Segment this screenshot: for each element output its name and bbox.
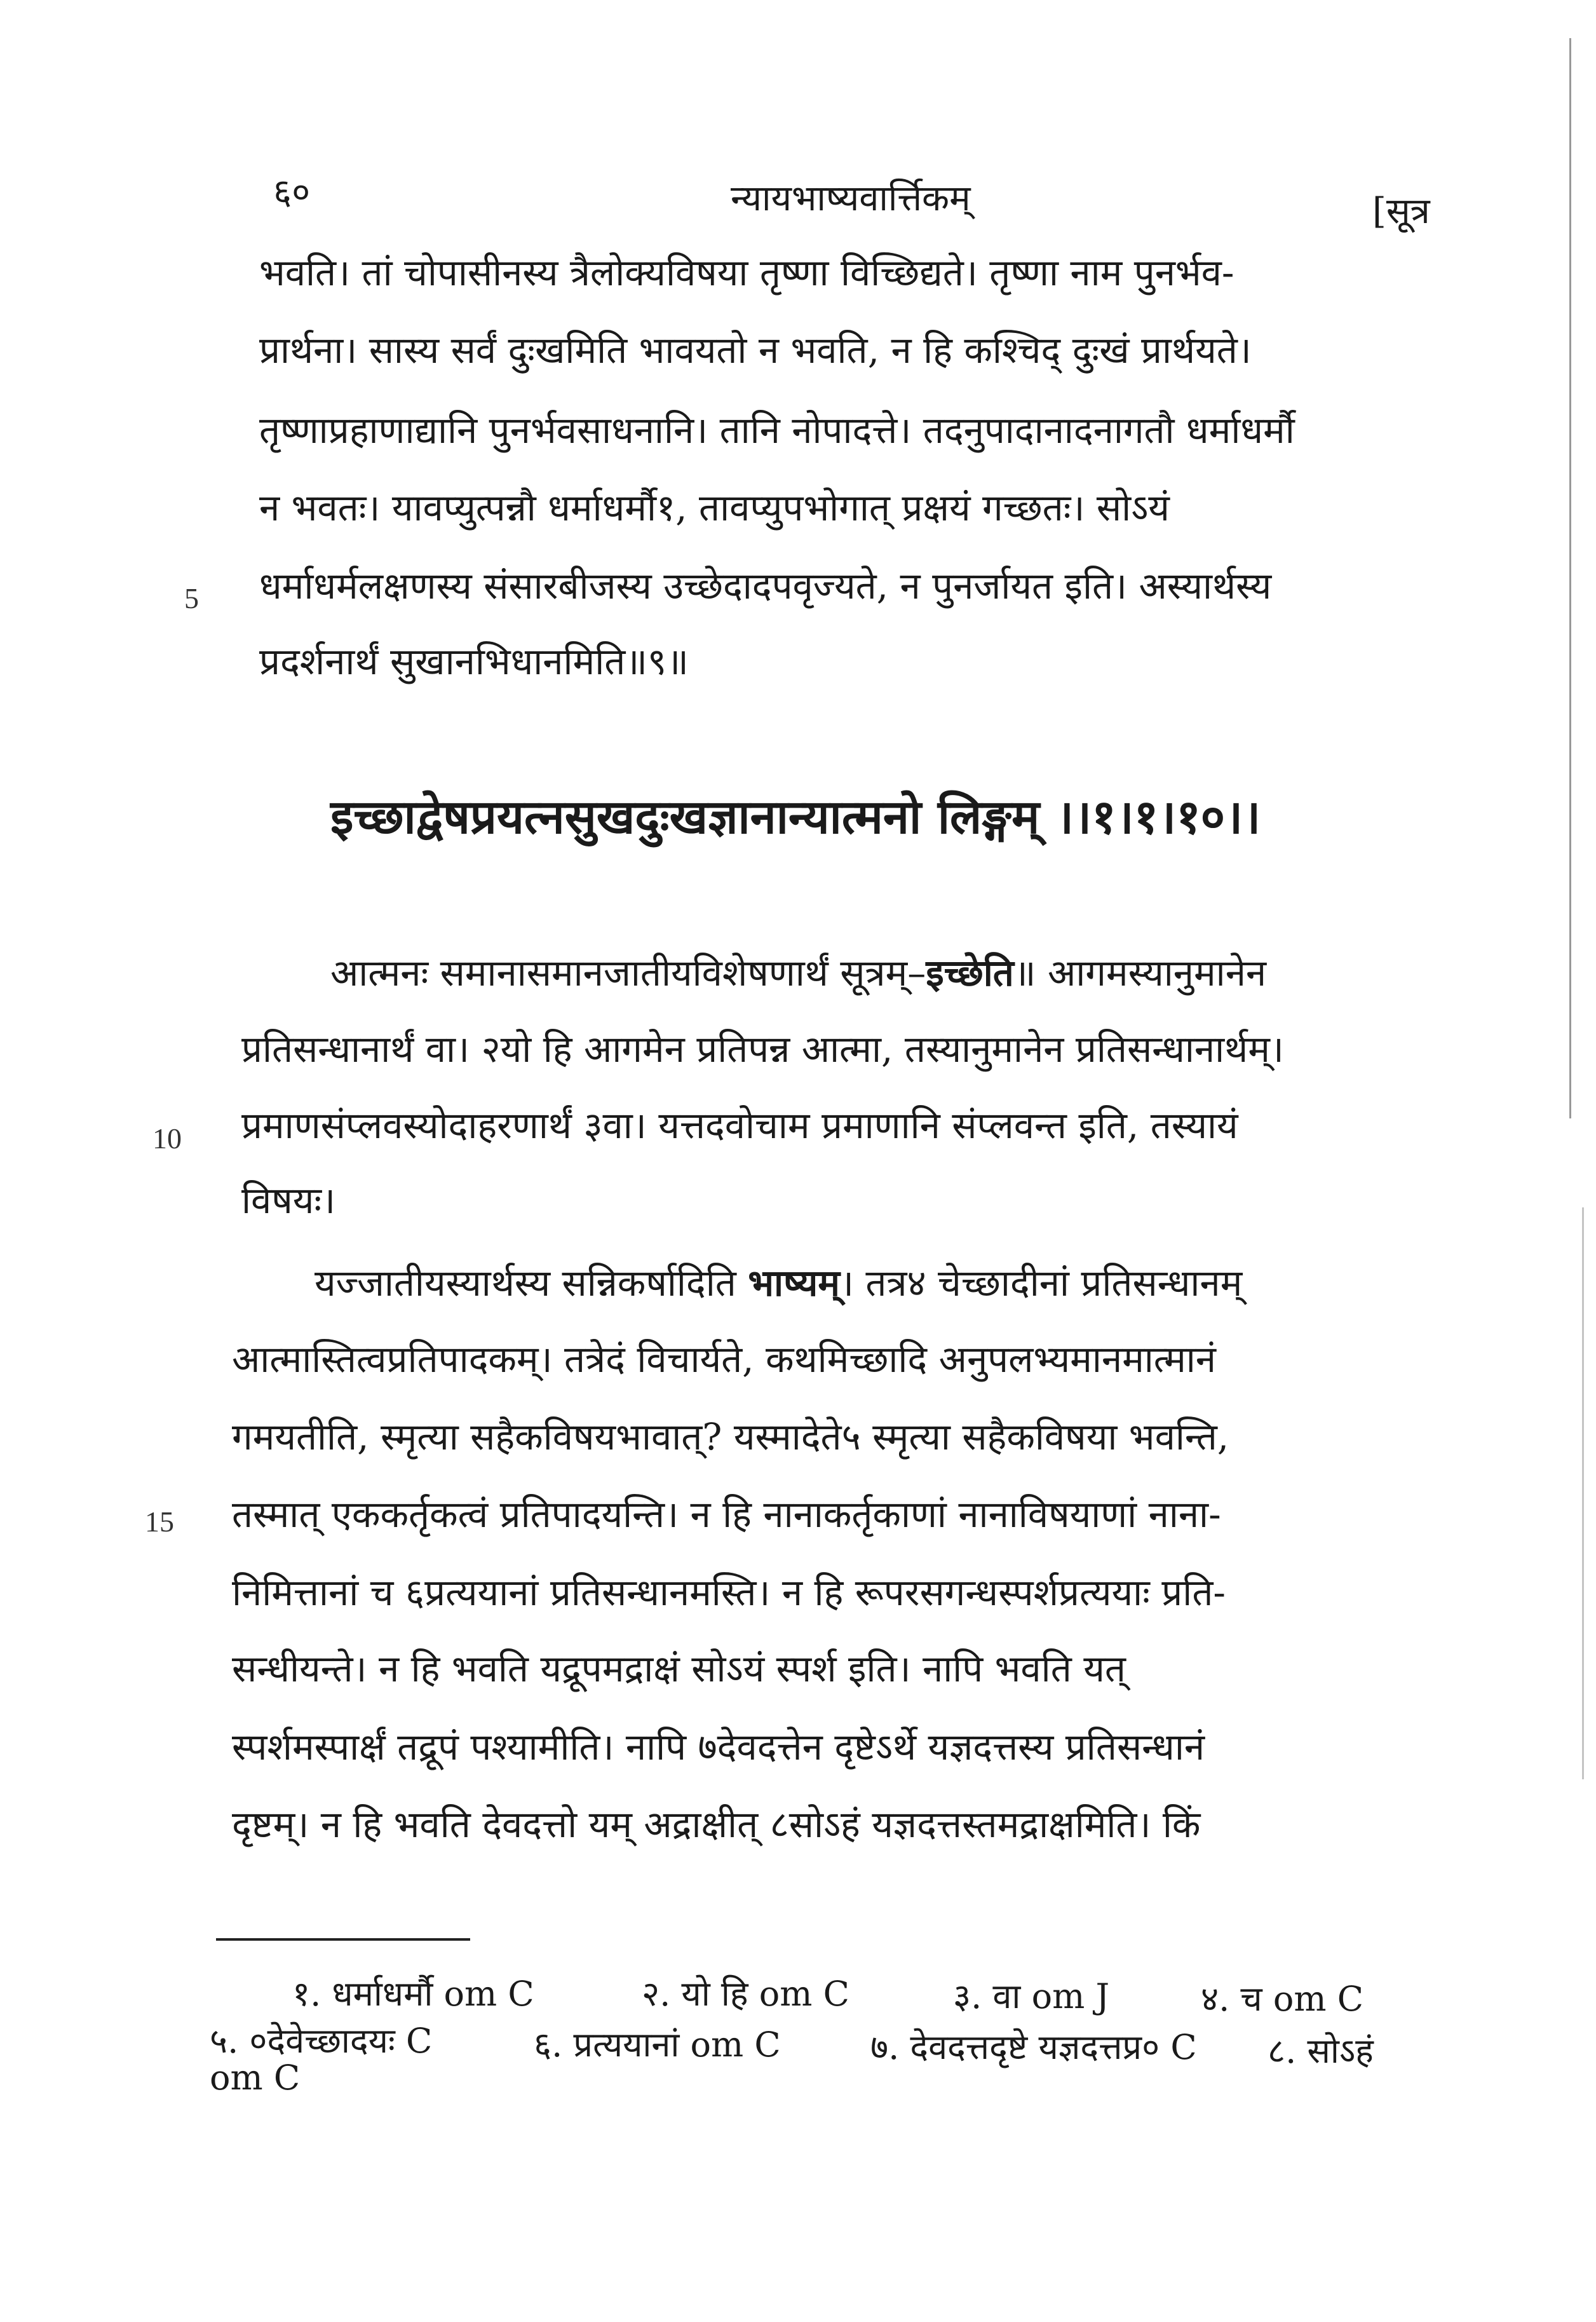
sutra-heading: इच्छाद्वेषप्रयत्नसुखदुःखज्ञानान्यात्मनो लिङ्गम् ।।१।१।१०।। <box>330 790 1261 845</box>
line-number: 5 <box>184 582 199 614</box>
text-line: विषयः। <box>241 1179 336 1222</box>
text-line: तस्मात् एककर्तृकत्वं प्रतिपादयन्ति। न हि नानाकर्तृकाणां नानाविषयाणां नाना- <box>232 1493 1221 1536</box>
text-line: आत्मास्तित्वप्रतिपादकम्। तत्रेदं विचार्यते, कथमिच्छादि अनुपलभ्यमानमात्मानं <box>232 1338 1216 1381</box>
page-number: ६० <box>273 172 311 213</box>
footnote: om C <box>210 2058 301 2098</box>
text-line: स्पर्शमस्पार्क्षं तद्रूपं पश्यामीति। नापि ७देवदत्तेन दृष्टेऽर्थे यज्ञदत्तस्य प्रतिसन्धानं <box>232 1725 1205 1769</box>
footnote: १. धर्माधर्मौ om C <box>292 1974 534 2014</box>
text-line: प्रमाणसंप्लवस्योदाहरणार्थं ३वा। यत्तदवोचाम प्रमाणानि संप्लवन्त इति, तस्यायं <box>241 1104 1238 1147</box>
line-number: 15 <box>145 1505 174 1538</box>
text-line: धर्माधर्मलक्षणस्य संसारबीजस्य उच्छेदादपवृज्यते, न पुनर्जायत इति। अस्यार्थस्य <box>259 564 1272 608</box>
footnote: २. यो हि om C <box>642 1974 849 2014</box>
section-marker: [सूत्र <box>1372 191 1430 232</box>
footnote: ६. प्रत्ययानां om C <box>534 2025 781 2065</box>
text-line: निमित्तानां च ६प्रत्ययानां प्रतिसन्धानमस्ति। न हि रूपरसगन्धस्पर्शप्रत्ययाः प्रति- <box>232 1571 1226 1614</box>
footnote: ७. देवदत्तदृष्टे यज्ञदत्तप्र० C <box>870 2027 1197 2067</box>
text-line: भवति। तां चोपासीनस्य त्रैलोक्यविषया तृष्णा विच्छिद्यते। तृष्णा नाम पुनर्भव- <box>259 251 1234 294</box>
text-line: दृष्टम्। न हि भवति देवदत्तो यम् अद्राक्षीत् ८सोऽहं यज्ञदत्तस्तमद्राक्षमिति। किं <box>232 1803 1201 1846</box>
footnote: ५. ०देवेच्छादयः C <box>210 2021 433 2061</box>
scan-edge-line <box>1582 1207 1584 1779</box>
running-title: न्यायभाष्यवार्त्तिकम् <box>731 178 971 219</box>
footnote: ३. वा om J <box>953 1976 1110 2016</box>
line-number: 10 <box>152 1122 182 1155</box>
text-line: न भवतः। यावप्युत्पन्नौ धर्माधर्मौ१, तावप्युपभोगात् प्रक्षयं गच्छतः। सोऽयं <box>259 486 1170 529</box>
footnote: ४. च om C <box>1201 1979 1364 2019</box>
text-line: आत्मनः समानासमानजातीयविशेषणार्थं सूत्रम्–इच्छेति॥ आगमस्यानुमानेन <box>330 951 1267 995</box>
footnote-rule <box>216 1938 470 1941</box>
text-line: यज्जातीयस्यार्थस्य सन्निकर्षादिति भाष्यम्। तत्र४ चेच्छादीनां प्रतिसन्धानम् <box>314 1261 1243 1305</box>
text-line: प्रार्थना। सास्य सर्वं दुःखमिति भावयतो न भवति, न हि कश्चिद् दुःखं प्रार्थयते। <box>259 329 1252 372</box>
text-line: प्रतिसन्धानार्थं वा। २यो हि आगमेन प्रतिपन्न आत्मा, तस्यानुमानेन प्रतिसन्धानार्थम्। <box>241 1028 1284 1071</box>
text-line: गमयतीति, स्मृत्या सहैकविषयभावात्? यस्मादेते५ स्मृत्या सहैकविषया भवन्ति, <box>232 1415 1229 1458</box>
text-line: प्रदर्शनार्थं सुखानभिधानमिति॥९॥ <box>259 640 689 683</box>
text-line: सन्धीयन्ते। न हि भवति यद्रूपमद्राक्षं सोऽयं स्पर्श इति। नापि भवति यत् <box>232 1647 1126 1690</box>
footnote: ८. सोऽहं <box>1268 2031 1374 2071</box>
text-line: तृष्णाप्रहाणाद्यानि पुनर्भवसाधनानि। तानि नोपादत्ते। तदनुपादानादनागतौ धर्माधर्मौ <box>259 409 1295 452</box>
scan-edge-line <box>1569 38 1571 1118</box>
